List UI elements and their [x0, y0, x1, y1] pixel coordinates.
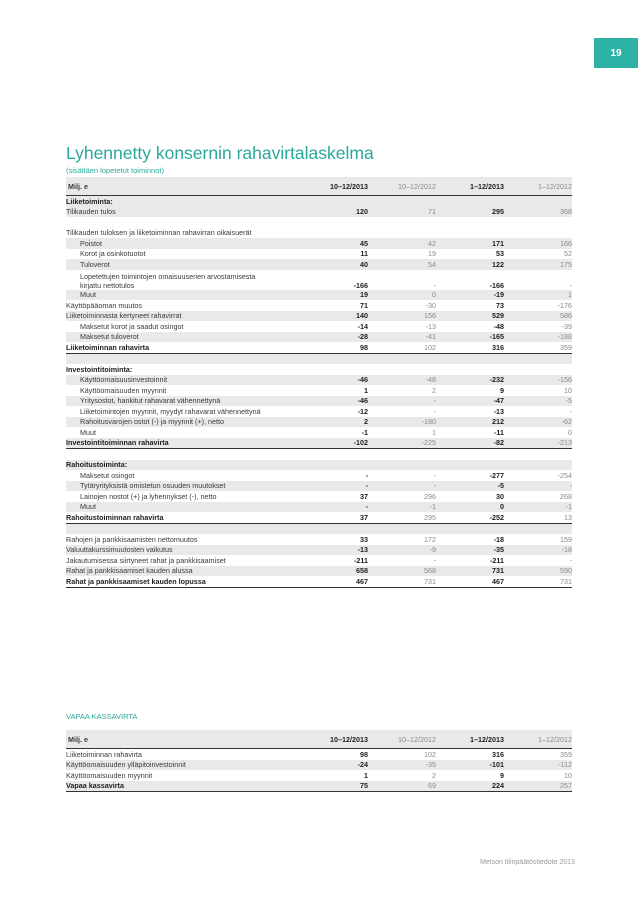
row-value: 0 — [432, 290, 436, 300]
row-value: -166 — [489, 280, 504, 290]
table-row — [66, 332, 572, 343]
row-value: -48 — [493, 321, 504, 331]
row-value: 42 — [428, 238, 436, 248]
row-value: - — [569, 555, 572, 565]
row-label: Maksetut korot ja saadut osingot — [80, 321, 184, 331]
row-value: 175 — [560, 259, 572, 269]
row-value: 467 — [492, 576, 504, 586]
row-value: 98 — [360, 749, 368, 759]
table-row — [66, 438, 572, 450]
row-value: -1 — [565, 502, 572, 512]
row-value: 0 — [500, 502, 504, 512]
row-label: Tytäryrityksistä omistetun osuuden muutokset — [80, 481, 226, 491]
row-label: Käyttöomaisuusinvestoinnit — [80, 375, 168, 385]
spacer-row — [66, 354, 572, 365]
row-value: -13 — [425, 321, 436, 331]
row-value: 568 — [424, 566, 436, 576]
row-value: -254 — [557, 470, 572, 480]
row-value: -35 — [493, 545, 504, 555]
row-value: 45 — [360, 238, 368, 248]
row-value: -102 — [353, 438, 368, 448]
row-value: 140 — [356, 311, 368, 321]
row-value: - — [433, 470, 436, 480]
row-value: 10 — [564, 770, 572, 780]
row-value: -1 — [429, 502, 436, 512]
row-value: -211 — [490, 555, 504, 565]
row-value: 586 — [560, 311, 572, 321]
table-row — [66, 238, 572, 249]
row-value: 52 — [564, 249, 572, 259]
row-value: -180 — [421, 417, 436, 427]
table-row — [66, 311, 572, 322]
row-value: 122 — [492, 259, 504, 269]
row-value: -156 — [557, 375, 572, 385]
table-row — [66, 512, 572, 524]
row-label: Valuuttakurssimuutosten vaikutus — [66, 545, 173, 555]
table-row — [66, 470, 572, 481]
table-row — [66, 770, 572, 781]
row-value: 37 — [360, 491, 368, 501]
row-value: - — [433, 555, 436, 565]
table-row — [66, 576, 572, 588]
row-value: -225 — [421, 438, 436, 448]
row-value: -28 — [357, 332, 368, 342]
row-value: -5 — [565, 396, 572, 406]
row-value: - — [365, 481, 368, 491]
row-value: 19 — [360, 290, 368, 300]
row-label: Liiketoiminnasta kertyneet rahavirrat — [66, 311, 182, 321]
row-value: 102 — [424, 342, 436, 352]
header-label: Milj. e — [68, 734, 88, 744]
table-row — [66, 566, 572, 577]
row-label: Rahoitusvarojen ostot (-) ja myynnit (+), netto — [80, 417, 225, 427]
table-row — [66, 417, 572, 428]
row-label: Investointitoiminta: — [66, 364, 133, 374]
row-label: Lainojen nostot (+) ja lyhennykset (-), netto — [80, 491, 217, 501]
table-row — [66, 207, 572, 218]
row-value: -5 — [497, 481, 504, 491]
row-value: - — [569, 406, 572, 416]
row-value: -19 — [493, 290, 504, 300]
row-label: Lopetettujen toimintojen omaisuuserien arvostamisesta kirjattu nettotulos — [80, 271, 256, 290]
row-label: Tuloverot — [80, 259, 110, 269]
row-label: Käyttöomaisuuden myynnit — [80, 385, 167, 395]
row-value: 71 — [428, 207, 436, 217]
col-header: 1–12/2012 — [538, 734, 572, 744]
row-label: Vapaa kassavirta — [66, 781, 124, 791]
row-value: -47 — [493, 396, 504, 406]
row-value: - — [433, 406, 436, 416]
row-value: - — [433, 481, 436, 491]
row-value: - — [433, 280, 436, 290]
row-value: 171 — [492, 238, 504, 248]
row-label: Rahat ja pankkisaamiset kauden alussa — [66, 566, 193, 576]
table-header — [66, 730, 572, 749]
row-value: -46 — [357, 396, 368, 406]
row-value: 166 — [560, 238, 572, 248]
row-value: 71 — [360, 300, 368, 310]
row-value: 359 — [560, 342, 572, 352]
row-value: 9 — [500, 770, 504, 780]
row-value: - — [365, 502, 368, 512]
row-value: 156 — [424, 311, 436, 321]
row-value: 467 — [356, 576, 368, 586]
row-value: 368 — [560, 207, 572, 217]
table-row — [66, 300, 572, 311]
row-value: 37 — [360, 512, 368, 522]
row-value: - — [569, 481, 572, 491]
row-value: 316 — [492, 749, 504, 759]
table-row — [66, 406, 572, 417]
row-label: Maksetut tuloverot — [80, 332, 139, 342]
row-label: Rahoitustoiminnan rahavirta — [66, 512, 164, 522]
table-row — [66, 545, 572, 556]
row-label: Liiketoiminnan rahavirta — [66, 342, 150, 352]
row-label: Korot ja osinkotuotot — [80, 249, 146, 259]
row-value: - — [569, 280, 572, 290]
row-value: - — [365, 470, 368, 480]
row-value: 1 — [364, 385, 368, 395]
row-label: Käyttöomaisuuden myynnit — [66, 770, 153, 780]
table-row — [66, 321, 572, 332]
table-row — [66, 270, 572, 290]
row-value: -39 — [561, 321, 572, 331]
row-value: -252 — [489, 512, 504, 522]
row-label: Rahojen ja pankkisaamisten nettomuutos — [66, 534, 198, 544]
row-value: 1 — [432, 427, 436, 437]
table-row — [66, 228, 572, 239]
row-value: 53 — [496, 249, 504, 259]
row-value: 731 — [560, 576, 572, 586]
row-value: 98 — [360, 342, 368, 352]
table-row — [66, 342, 572, 354]
row-value: 316 — [492, 342, 504, 352]
table-row — [66, 385, 572, 396]
row-value: -18 — [493, 534, 504, 544]
row-value: -46 — [357, 375, 368, 385]
row-value: 69 — [428, 781, 436, 791]
row-value: -13 — [357, 545, 368, 555]
row-value: 2 — [364, 417, 368, 427]
row-label: Muut — [80, 290, 96, 300]
row-value: -232 — [489, 375, 504, 385]
cash-flow-table — [66, 177, 572, 588]
col-header: 10–12/2013 — [330, 734, 368, 744]
table-row — [66, 555, 572, 566]
table-row — [66, 375, 572, 386]
row-value: -101 — [489, 760, 504, 770]
row-label: Investointitoiminnan rahavirta — [66, 438, 169, 448]
row-value: 1 — [568, 290, 572, 300]
table-row — [66, 290, 572, 301]
row-label: Tilikauden tulos — [66, 207, 116, 217]
row-label: Liiketoiminta: — [66, 196, 113, 206]
spacer-row — [66, 449, 572, 460]
row-value: - — [433, 396, 436, 406]
row-label: Tilikauden tuloksen ja liiketoiminnan rahavirran oikaisuerät — [66, 228, 252, 238]
page-footer: Metson tilinpäätöstiedote 2013 — [480, 859, 575, 866]
row-value: -35 — [425, 760, 436, 770]
row-value: 296 — [424, 491, 436, 501]
row-value: 102 — [424, 749, 436, 759]
row-value: 359 — [560, 749, 572, 759]
row-value: 11 — [360, 249, 368, 259]
table-row — [66, 760, 572, 771]
row-value: 1 — [364, 770, 368, 780]
table-row — [66, 491, 572, 502]
row-label: Liiketoiminnan rahavirta — [66, 749, 142, 759]
row-value: 159 — [560, 534, 572, 544]
row-label: Rahoitustoiminta: — [66, 460, 128, 470]
row-value: 10 — [564, 385, 572, 395]
row-value: 295 — [492, 207, 504, 217]
row-value: 529 — [492, 311, 504, 321]
row-value: 0 — [568, 427, 572, 437]
table-row — [66, 781, 572, 793]
row-value: 19 — [428, 249, 436, 259]
row-label: Yritysostot, hankitut rahavarat vähennettynä — [80, 396, 221, 406]
page-subtitle: (sisältäen lopetetut toiminnot) — [66, 166, 164, 175]
row-label: Poistot — [80, 238, 102, 248]
table-row — [66, 259, 572, 270]
header-label: Milj. e — [68, 181, 88, 191]
row-value: -14 — [357, 321, 368, 331]
row-value: 40 — [360, 259, 368, 269]
table-row — [66, 481, 572, 492]
row-value: -1 — [361, 427, 368, 437]
row-value: 658 — [356, 566, 368, 576]
table-row — [66, 534, 572, 545]
page-title: Lyhennetty konsernin rahavirtalaskelma — [66, 143, 374, 163]
row-value: -277 — [489, 470, 504, 480]
row-value: 9 — [500, 385, 504, 395]
row-label: Maksetut osingot — [80, 470, 135, 480]
spacer-row — [66, 524, 572, 535]
row-value: -165 — [489, 332, 504, 342]
row-label: Muut — [80, 427, 96, 437]
row-value: 30 — [496, 491, 504, 501]
row-value: -18 — [561, 545, 572, 555]
row-value: 33 — [360, 534, 368, 544]
row-value: -82 — [493, 438, 504, 448]
row-value: -12 — [357, 406, 368, 416]
row-label: Käyttöpääoman muutos — [66, 300, 142, 310]
row-value: -62 — [561, 417, 572, 427]
table-row — [66, 249, 572, 260]
section-title-free-cash-flow: VAPAA KASSAVIRTA — [66, 712, 138, 721]
row-value: 2 — [432, 770, 436, 780]
col-header: 1–12/2013 — [470, 181, 504, 191]
spacer-row — [66, 217, 572, 228]
table-row — [66, 460, 572, 471]
row-value: -13 — [493, 406, 504, 416]
row-value: -188 — [557, 332, 572, 342]
row-label: Rahat ja pankkisaamiset kauden lopussa — [66, 576, 206, 586]
row-value: 295 — [424, 512, 436, 522]
row-value: -213 — [557, 438, 572, 448]
row-label: Käyttöomaisuuden ylläpitoinvestoinnit — [66, 760, 186, 770]
table-row — [66, 749, 572, 760]
free-cash-flow-table — [66, 730, 572, 792]
row-value: 13 — [564, 512, 572, 522]
col-header: 10–12/2012 — [398, 181, 436, 191]
table-row — [66, 396, 572, 407]
row-value: 731 — [424, 576, 436, 586]
row-value: 224 — [492, 781, 504, 791]
row-value: -9 — [429, 545, 436, 555]
row-value: 257 — [560, 781, 572, 791]
col-header: 10–12/2013 — [330, 181, 368, 191]
row-value: 268 — [560, 491, 572, 501]
table-row — [66, 196, 572, 207]
table-row — [66, 427, 572, 438]
row-value: -30 — [425, 300, 436, 310]
table-header — [66, 177, 572, 196]
row-value: 73 — [496, 300, 504, 310]
row-value: -112 — [558, 760, 572, 770]
row-value: 731 — [492, 566, 504, 576]
page-number-badge: 19 — [594, 38, 638, 68]
row-value: -48 — [425, 375, 436, 385]
table-row — [66, 502, 572, 513]
col-header: 10–12/2012 — [398, 734, 436, 744]
row-value: -24 — [357, 760, 368, 770]
row-value: 2 — [432, 385, 436, 395]
row-label: Jakautumisessa siirtyneet rahat ja pankkisaamiset — [66, 555, 226, 565]
row-label: Muut — [80, 502, 96, 512]
row-value: 120 — [356, 207, 368, 217]
col-header: 1–12/2012 — [538, 181, 572, 191]
col-header: 1–12/2013 — [470, 734, 504, 744]
table-body — [66, 749, 572, 792]
row-value: 54 — [428, 259, 436, 269]
row-value: -11 — [494, 427, 504, 437]
row-value: -211 — [354, 555, 368, 565]
table-row — [66, 364, 572, 375]
row-label: Liiketoimintojen myynnit, myydyt rahavarat vähennettynä — [80, 406, 261, 416]
row-value: 172 — [424, 534, 436, 544]
row-value: 590 — [560, 566, 572, 576]
row-value: -176 — [557, 300, 572, 310]
row-value: 212 — [492, 417, 504, 427]
table-body — [66, 196, 572, 588]
row-value: -41 — [425, 332, 436, 342]
row-value: 75 — [360, 781, 368, 791]
row-value: -166 — [353, 280, 368, 290]
